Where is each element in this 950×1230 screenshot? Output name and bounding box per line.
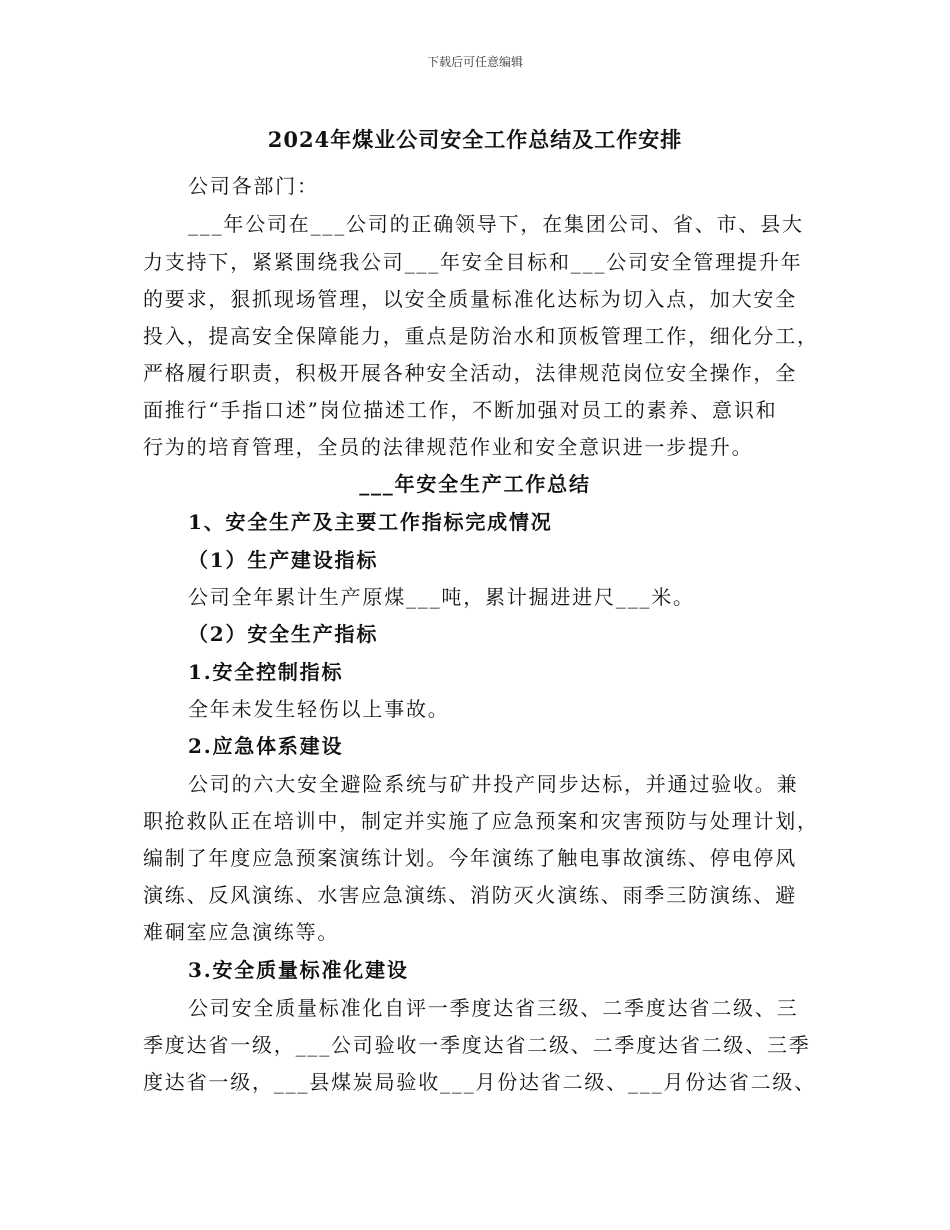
paragraph-line: 力支持下，紧紧围绕我公司___年安全目标和___公司安全管理提升年 [143, 250, 803, 274]
subsection-heading: （1）生产建设指标 [188, 548, 379, 572]
paragraph-line: 投入，提高安全保障能力，重点是防治水和顶板管理工作，细化分工， [143, 324, 819, 348]
paragraph-line: 行为的培育管理，全员的法律规范作业和安全意识进一步提升。 [143, 435, 754, 459]
salutation: 公司各部门： [188, 174, 319, 198]
paragraph-line: 演练、反风演练、水害应急演练、消防灭火演练、雨季三防演练、避 [143, 883, 797, 907]
paragraph-line: 面推行“手指口述”岗位描述工作，不断加强对员工的素养、意识和 [143, 398, 778, 422]
subsection-heading: （2）安全生产指标 [188, 622, 379, 646]
section-heading: ___年安全生产工作总结 [359, 472, 591, 496]
paragraph-line: 全年未发生轻伤以上事故。 [188, 697, 450, 721]
subsection-heading: 1、安全生产及主要工作指标完成情况 [188, 510, 553, 534]
paragraph-line: 公司安全质量标准化自评一季度达省三级、二季度达省二级、三 [188, 996, 799, 1020]
paragraph-line: 编制了年度应急预案演练计划。今年演练了触电事故演练、停电停风 [143, 846, 797, 870]
paragraph-line: 的要求，狠抓现场管理，以安全质量标准化达标为切入点，加大安全 [143, 287, 797, 311]
paragraph-line: 严格履行职责，积极开展各种安全活动，法律规范岗位安全操作，全 [143, 361, 797, 385]
paragraph-line: 职抢救队正在培训中，制定并实施了应急预案和灾害预防与处理计划， [143, 809, 819, 833]
paragraph-line: 公司的六大安全避险系统与矿井投产同步达标，并通过验收。兼 [188, 772, 799, 796]
document-title: 2024年煤业公司安全工作总结及工作安排 [267, 127, 683, 152]
subsection-heading: 3.安全质量标准化建设 [188, 958, 409, 982]
subsection-heading: 1.安全控制指标 [188, 660, 344, 684]
paragraph-line: 公司全年累计生产原煤___吨，累计掘进进尺___米。 [188, 585, 695, 609]
paragraph-line: 季度达省一级，___公司验收一季度达省二级、二季度达省二级、三季 [143, 1033, 811, 1057]
paragraph-line: 难硐室应急演练等。 [143, 920, 340, 944]
subsection-heading: 2.应急体系建设 [188, 734, 344, 758]
header-note: 下载后可任意编辑 [426, 55, 523, 69]
paragraph-line: 度达省一级，___县煤炭局验收___月份达省二级、___月份达省二级、 [143, 1070, 816, 1094]
paragraph-line: ___年公司在___公司的正确领导下，在集团公司、省、市、县大 [188, 212, 804, 236]
